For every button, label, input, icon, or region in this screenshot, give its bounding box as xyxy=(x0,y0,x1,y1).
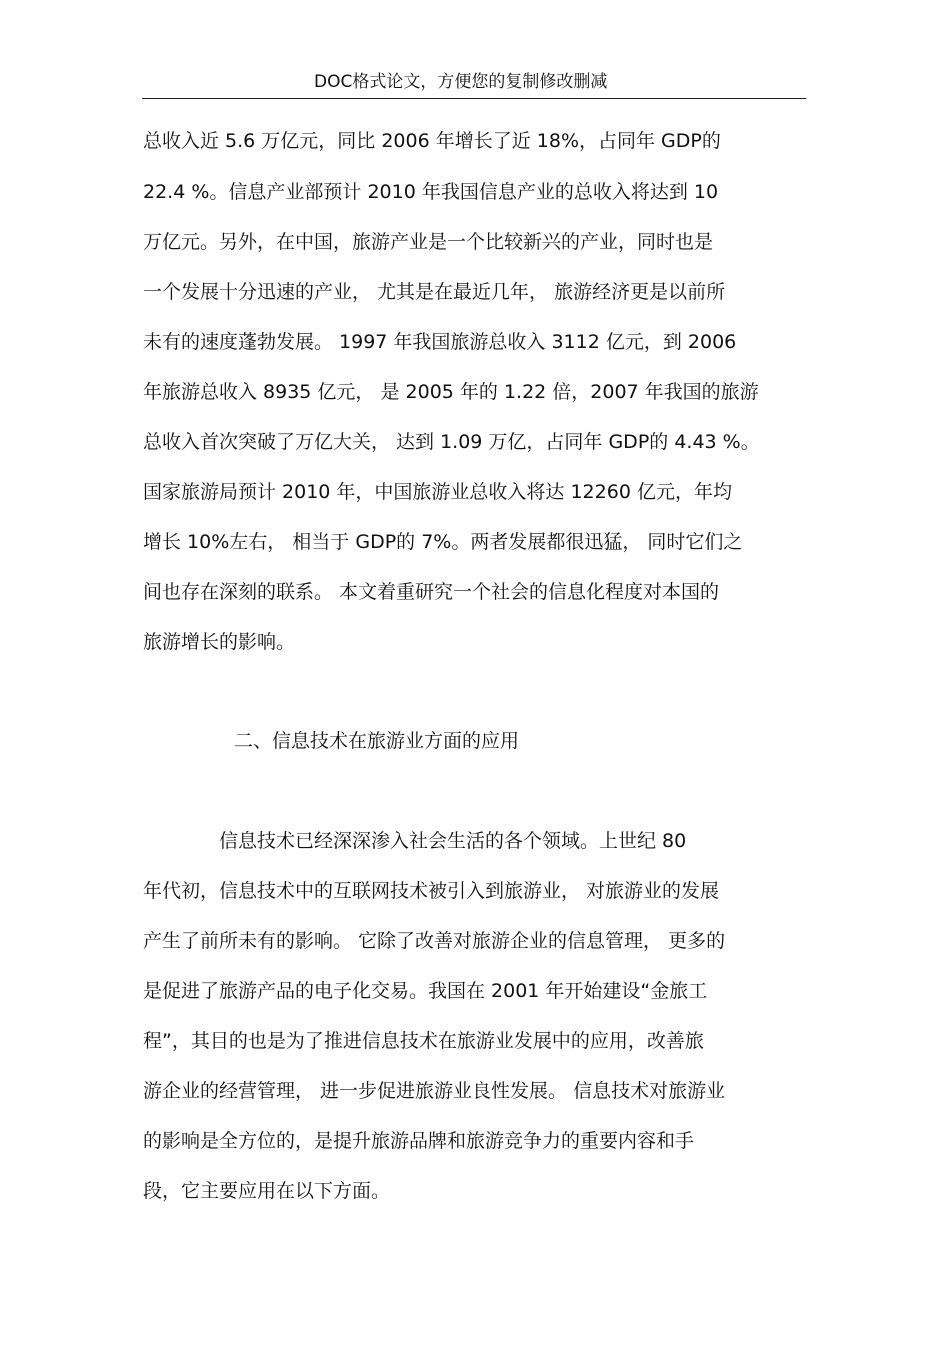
text-line: 程”，其目的也是为了推进信息技术在旅游业发展中的应用，改善旅 xyxy=(143,1030,704,1052)
text-line: 国家旅游局预计 2010 年，中国旅游业总收入将达 12260 亿元，年均 xyxy=(143,481,732,503)
text-line: 产生了前所未有的影响。 它除了改善对旅游企业的信息管理， 更多的 xyxy=(143,930,726,952)
page-header xyxy=(142,70,806,99)
text-line: 22.4 %。信息产业部预计 2010 年我国信息产业的总收入将达到 10 xyxy=(143,181,719,203)
text-line: 旅游增长的影响。 xyxy=(143,631,296,653)
text-line: 间也存在深刻的联系。 本文着重研究一个社会的信息化程度对本国的 xyxy=(143,581,720,603)
text-line: 增长 10%左右， 相当于 GDP的 7%。两者发展都很迅猛， 同时它们之 xyxy=(143,531,743,553)
text-line: 年代初，信息技术中的互联网技术被引入到旅游业， 对旅游业的发展 xyxy=(143,880,720,902)
text-line: 一个发展十分迅速的产业， 尤其是在最近几年， 旅游经济更是以前所 xyxy=(143,281,726,303)
text-line: 信息技术已经深深渗入社会生活的各个领域。上世纪 80 xyxy=(143,830,687,852)
header-text: DOC格式论文，方便您的复制修改删减 xyxy=(314,72,608,92)
text-line: 是促进了旅游产品的电子化交易。我国在 2001 年开始建设“金旅工 xyxy=(143,980,708,1002)
section-heading: 二、信息技术在旅游业方面的应用 xyxy=(234,730,520,752)
text-line: 的影响是全方位的，是提升旅游品牌和旅游竞争力的重要内容和手 xyxy=(143,1130,695,1152)
text-line: 未有的速度蓬勃发展。 1997 年我国旅游总收入 3112 亿元，到 2006 xyxy=(143,331,737,353)
text-line: 年旅游总收入 8935 亿元， 是 2005 年的 1.22 倍，2007 年我国的旅游 xyxy=(143,381,759,403)
text-line: 万亿元。另外，在中国，旅游产业是一个比较新兴的产业，同时也是 xyxy=(143,231,714,253)
text-line: 段，它主要应用在以下方面。 xyxy=(143,1180,391,1202)
text-line: 游企业的经营管理， 进一步促进旅游业良性发展。 信息技术对旅游业 xyxy=(143,1080,726,1102)
text-line: 总收入首次突破了万亿大关， 达到 1.09 万亿，占同年 GDP的 4.43 %。 xyxy=(143,431,760,453)
text-line: 总收入近 5.6 万亿元，同比 2006 年增长了近 18%，占同年 GDP的 xyxy=(143,130,721,152)
